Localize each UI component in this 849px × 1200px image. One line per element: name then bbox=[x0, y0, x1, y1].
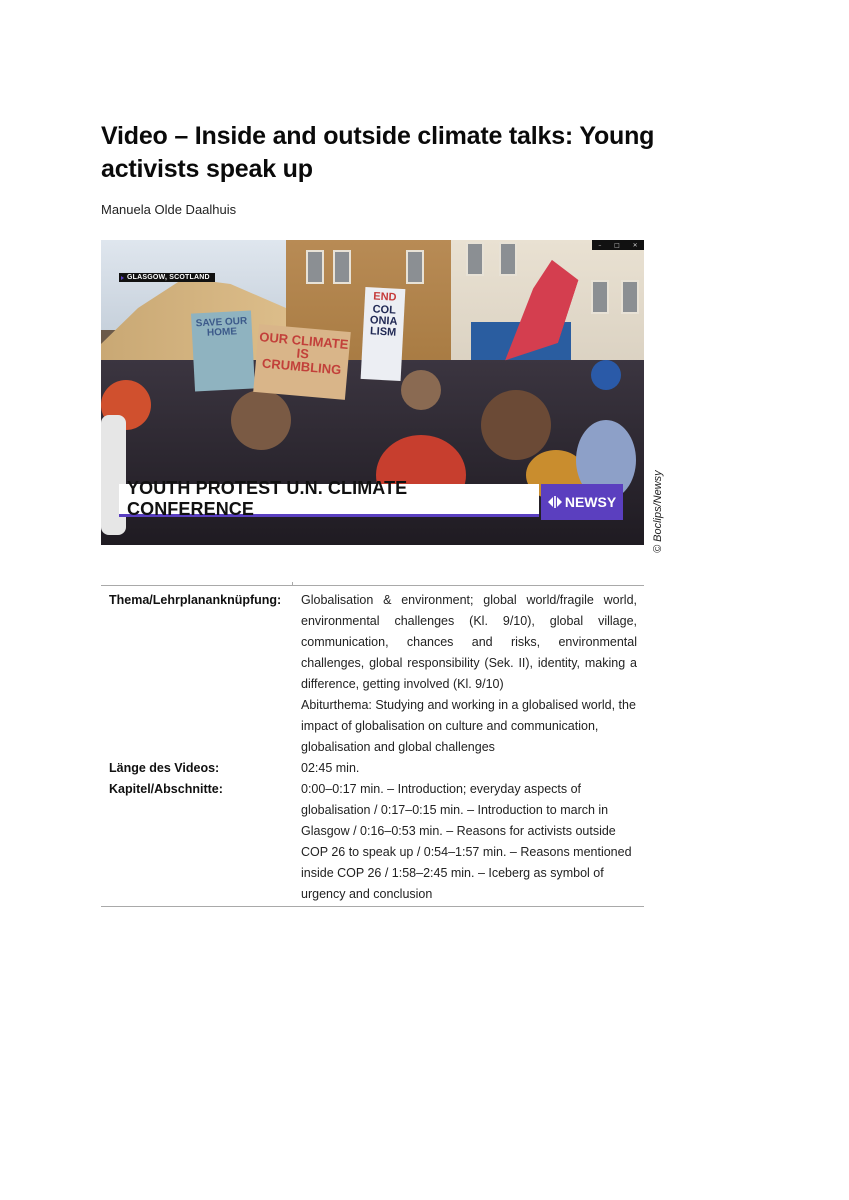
maximize-icon[interactable]: □ bbox=[614, 241, 620, 249]
video-still[interactable] bbox=[101, 240, 644, 545]
sign-text-top: END bbox=[373, 290, 397, 304]
location-tag: GLASGOW, SCOTLAND bbox=[119, 273, 215, 282]
info-table bbox=[101, 585, 644, 907]
abitur-topic-text: Abiturthema: Studying and working in a globalised world, the impact of globalisation on culture and communication, globalisation and global challenges bbox=[301, 698, 636, 754]
row-label: Länge des Videos: bbox=[109, 761, 220, 775]
row-label: Kapitel/Abschnitte: bbox=[109, 782, 223, 796]
building-window bbox=[306, 250, 324, 284]
building-window bbox=[591, 280, 609, 314]
protester bbox=[401, 370, 441, 410]
building-window bbox=[406, 250, 424, 284]
building-window bbox=[621, 280, 639, 314]
row-value: 02:45 min. bbox=[301, 761, 360, 775]
newsy-brand bbox=[541, 484, 623, 520]
close-icon[interactable]: ✕ bbox=[632, 241, 638, 249]
page-title: Video – Inside and outside climate talks: Young activists speak up bbox=[101, 122, 655, 183]
lower-third-caption bbox=[119, 478, 539, 519]
protest-sign: OUR CLIMATE IS CRUMBLING bbox=[253, 324, 351, 400]
table-row bbox=[101, 586, 644, 758]
protest-sign bbox=[361, 287, 406, 381]
minimize-icon[interactable]: – bbox=[598, 241, 602, 249]
column-divider bbox=[292, 582, 293, 586]
image-credit: © Boclips/Newsy bbox=[652, 470, 664, 553]
row-value: 0:00–0:17 min. – Introduction; everyday aspects of globalisation / 0:17–0:15 min. – Introduction to march in Glasgow / 0:16–0:53 min. – Reasons for activists outside COP 26 to speak up / 0:54–1:57 min. – Reasons mentioned inside COP 26 / 1:58–2:45 min. – Iceberg as symbol of urgency and conclusion bbox=[301, 782, 632, 901]
sign-text-bottom: COL ONIA LISM bbox=[369, 303, 398, 339]
author-name: Manuela Olde Daalhuis bbox=[101, 202, 237, 217]
window-controls bbox=[592, 240, 644, 250]
newsy-logo-icon bbox=[548, 495, 562, 509]
table-row bbox=[101, 758, 644, 779]
table-row bbox=[101, 779, 644, 906]
protester bbox=[591, 360, 621, 390]
building-window bbox=[499, 242, 517, 276]
row-value bbox=[301, 590, 637, 758]
building-window bbox=[466, 242, 484, 276]
building-window bbox=[333, 250, 351, 284]
caption-text: YOUTH PROTEST U.N. CLIMATE CONFERENCE bbox=[127, 478, 408, 519]
protester bbox=[481, 390, 551, 460]
row-label: Thema/Lehrplananknüpfung: bbox=[109, 593, 282, 607]
brand-label: NEWSY bbox=[564, 494, 617, 510]
protester bbox=[101, 415, 126, 535]
protest-sign: SAVE OUR HOME bbox=[191, 310, 255, 391]
protester bbox=[231, 390, 291, 450]
topic-text: Globalisation & environment; global world/fragile world, environmental challenges (Kl. 9/10), global village, communication, chances and risks, environmental challenges, global responsibility (Sek. II), identity, making a difference, getting involved (Kl. 9/10) bbox=[301, 593, 637, 691]
